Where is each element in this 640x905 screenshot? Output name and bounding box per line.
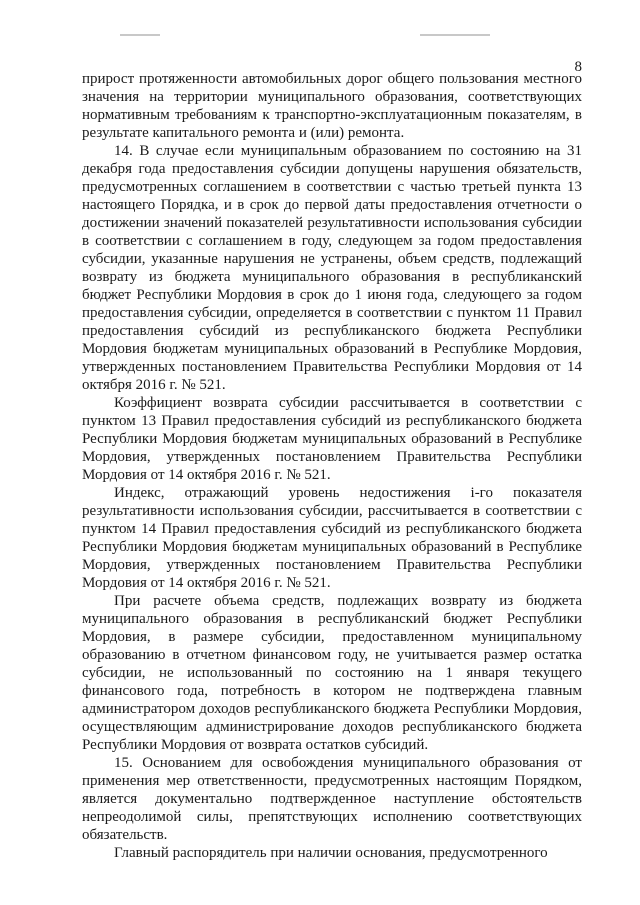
scan-artifact <box>120 34 160 36</box>
paragraph-clause-14: 14. В случае если муниципальным образованием по состоянию на 31 декабря года предоставления субсидии допущены нарушения обязательств, предусмотренных соглашением в соответствии с частью третьей пункта 13 настоящего Порядка, и в срок до первой даты предоставления отчетности о достижении значений показателей результативности использования субсидии в соответствии с соглашением в году, следующем за годом предоставления субсидии, указанные нарушения не устранены, объем средств, подлежащий возврату из бюджета муниципального образования в республиканский бюджет Республики Мордовия в срок до 1 июня года, следующего за годом предоставления субсидии, определяется в соответствии с пунктом 11 Правил предоставления субсидий из республиканского бюджета Республики Мордовия бюджетам муниципальных образований в Республике Мордовия, утвержденных постановлением Правительства Республики Мордовия от 14 октября 2016 г. № 521. <box>82 143 582 393</box>
paragraph-clause-15: 15. Основанием для освобождения муниципального образования от применения мер ответственности, предусмотренных настоящим Порядком, является документально подтвержденное наступление обстоятельств непреодолимой силы, препятствующих исполнению соответствующих обязательств. <box>82 755 582 843</box>
scan-artifact <box>420 34 490 36</box>
page-number: 8 <box>574 59 582 75</box>
paragraph-refund-coefficient: Коэффициент возврата субсидии рассчитывается в соответствии с пунктом 13 Правил предоставления субсидий из республиканского бюджета Республики Мордовия бюджетам муниципальных образований в Республике Мордовия, утвержденных постановлением Правительства Республики Мордовия от 14 октября 2016 г. № 521. <box>82 395 582 483</box>
paragraph-main-administrator: Главный распорядитель при наличии основания, предусмотренного <box>114 845 548 861</box>
paragraph-refund-calculation: При расчете объема средств, подлежащих возврату из бюджета муниципального образования в республиканский бюджет Республики Мордовия, в размере субсидии, предоставленном муниципальному образованию в отчетном финансовом году, не учитывается размер остатка субсидии, не использованный по состоянию на 1 января текущего финансового года, потребность в котором не подтверждена главным администратором доходов республиканского бюджета Республики Мордовия, осуществляющим администрирование доходов республиканского бюджета Республики Мордовия от возврата остатков субсидий. <box>82 593 582 753</box>
paragraph-underachievement-index: Индекс, отражающий уровень недостижения i-го показателя результативности использования субсидии, рассчитывается в соответствии с пунктом 14 Правил предоставления субсидий из республиканского бюджета Республики Мордовия бюджетам муниципальных образований в Республике Мордовия, утвержденных постановлением Правительства Республики Мордовия от 14 октября 2016 г. № 521. <box>82 485 582 591</box>
document-body <box>82 70 582 862</box>
paragraph-road-length-continuation: прирост протяженности автомобильных дорог общего пользования местного значения на территории муниципального образования, соответствующих нормативным требованиям к транспортно-эксплуатационным показателям, в результате капитального ремонта и (или) ремонта. <box>82 71 582 141</box>
